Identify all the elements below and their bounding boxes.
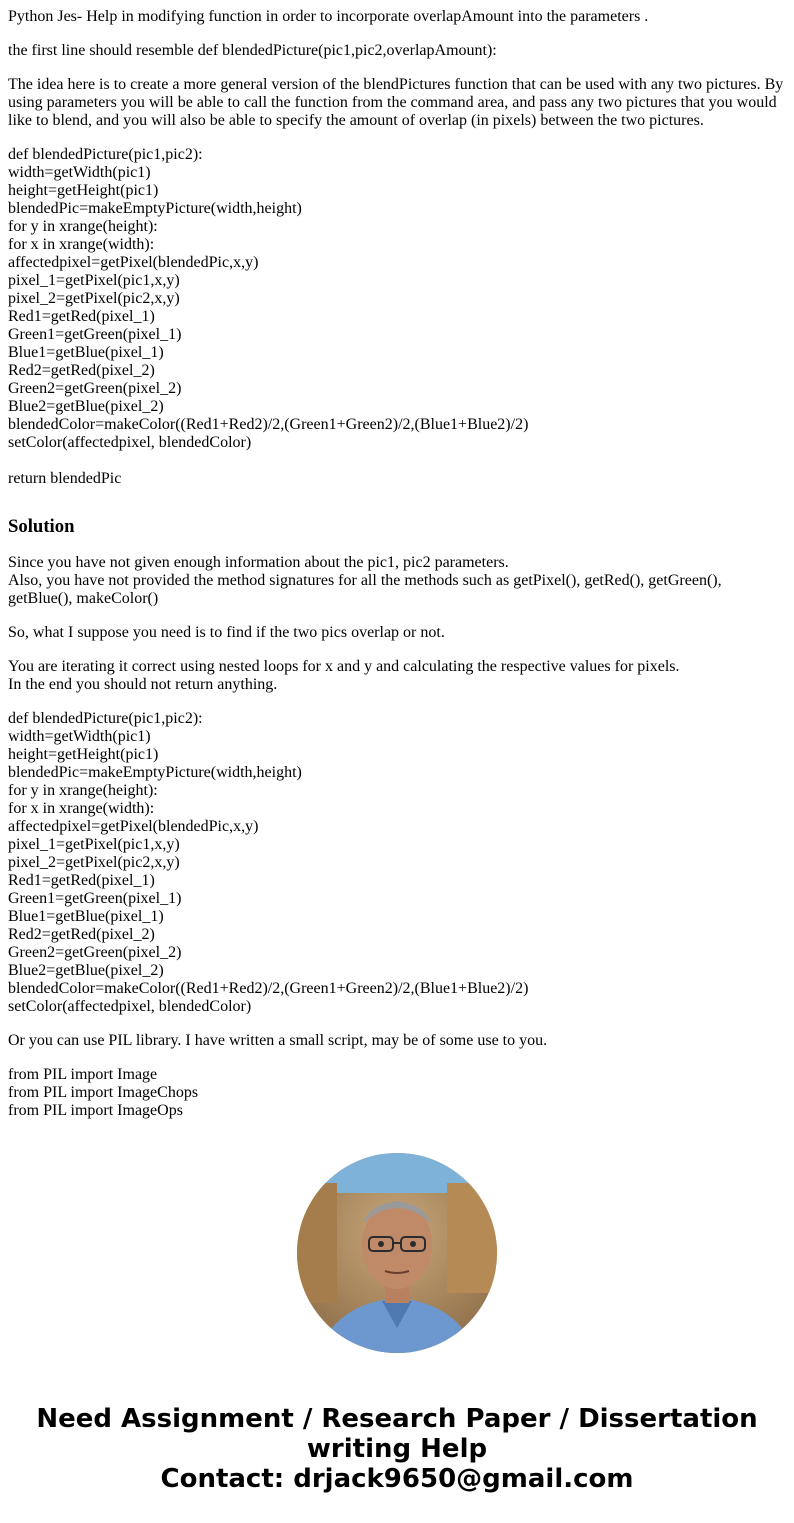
solution-intro [8,554,786,608]
code-line: for y in xrange(height): [8,218,158,235]
code-line: setColor(affectedpixel, blendedColor) [8,998,252,1015]
question-description: The idea here is to create a more general version of the blendPictures function that can be used with any two pictures. By using parameters you will be able to call the function from the command area, and pass any two pictures that you would like to blend, and you will also be able to specify the amount of overlap (in pixels) between the two pictures. [8,76,784,129]
solution-pil-code [8,1066,786,1120]
code-line: pixel_1=getPixel(pic1,x,y) [8,272,180,289]
question-first-line-note: the first line should resemble def blendedPicture(pic1,pic2,overlapAmount): [8,42,497,59]
code-line: height=getHeight(pic1) [8,746,159,763]
contact-banner [0,1404,794,1494]
code-line: for x in xrange(width): [8,800,155,817]
code-line: blendedPic=makeEmptyPicture(width,height) [8,200,302,217]
question-code-block [8,146,786,488]
code-line: width=getWidth(pic1) [8,728,151,745]
code-line: height=getHeight(pic1) [8,182,159,199]
code-line: from PIL import ImageChops [8,1084,199,1101]
code-line [8,452,786,470]
code-line: Red1=getRed(pixel_1) [8,872,155,889]
code-line: pixel_2=getPixel(pic2,x,y) [8,854,180,871]
code-line: for x in xrange(width): [8,236,155,253]
code-line: Green2=getGreen(pixel_2) [8,380,182,397]
author-avatar [297,1153,497,1353]
code-line: Blue2=getBlue(pixel_2) [8,962,164,979]
text-line: Since you have not given enough information about the pic1, pic2 parameters. [8,554,509,571]
code-line: def blendedPicture(pic1,pic2): [8,710,203,727]
document-content [8,0,786,1122]
banner-line-2: writing Help [306,1434,488,1464]
code-line: Blue1=getBlue(pixel_1) [8,344,164,361]
text-line: In the end you should not return anything. [8,676,278,693]
banner-contact-line: Contact: drjack9650@gmail.com [160,1464,634,1494]
code-line: Blue2=getBlue(pixel_2) [8,398,164,415]
code-line: affectedpixel=getPixel(blendedPic,x,y) [8,254,259,271]
code-line: Green1=getGreen(pixel_1) [8,326,182,343]
code-line: for y in xrange(height): [8,782,158,799]
solution-iterating-note [8,658,786,694]
code-line: from PIL import Image [8,1066,158,1083]
code-line: Red2=getRed(pixel_2) [8,362,155,379]
code-line: width=getWidth(pic1) [8,164,151,181]
code-line: blendedColor=makeColor((Red1+Red2)/2,(Green1+Green2)/2,(Blue1+Blue2)/2) [8,980,529,997]
code-line: def blendedPicture(pic1,pic2): [8,146,203,163]
code-line: Red1=getRed(pixel_1) [8,308,155,325]
code-line: affectedpixel=getPixel(blendedPic,x,y) [8,818,259,835]
code-line: blendedColor=makeColor((Red1+Red2)/2,(Green1+Green2)/2,(Blue1+Blue2)/2) [8,416,529,433]
code-line: blendedPic=makeEmptyPicture(width,height) [8,764,302,781]
author-photo-icon [297,1153,497,1353]
solution-heading: Solution [8,516,75,537]
solution-pil-note: Or you can use PIL library. I have written a small script, may be of some use to you. [8,1032,548,1049]
banner-line-1: Need Assignment / Research Paper / Dissertation [36,1404,758,1434]
code-line: Green2=getGreen(pixel_2) [8,944,182,961]
text-line: Also, you have not provided the method signatures for all the methods such as getPixel(), getRed(), getGreen(), getBlue(), makeColor() [8,572,726,607]
solution-code-block [8,710,786,1016]
code-line: return blendedPic [8,470,122,487]
solution-suppose: So, what I suppose you need is to find if the two pics overlap or not. [8,624,445,641]
code-line: from PIL import ImageOps [8,1102,183,1119]
code-line: Blue1=getBlue(pixel_1) [8,908,164,925]
code-line: pixel_2=getPixel(pic2,x,y) [8,290,180,307]
text-line: You are iterating it correct using nested loops for x and y and calculating the respective values for pixels. [8,658,680,675]
code-line: Red2=getRed(pixel_2) [8,926,155,943]
code-line: pixel_1=getPixel(pic1,x,y) [8,836,180,853]
question-title: Python Jes- Help in modifying function in order to incorporate overlapAmount into the parameters . [8,8,649,25]
code-line: setColor(affectedpixel, blendedColor) [8,434,252,451]
code-line: Green1=getGreen(pixel_1) [8,890,182,907]
